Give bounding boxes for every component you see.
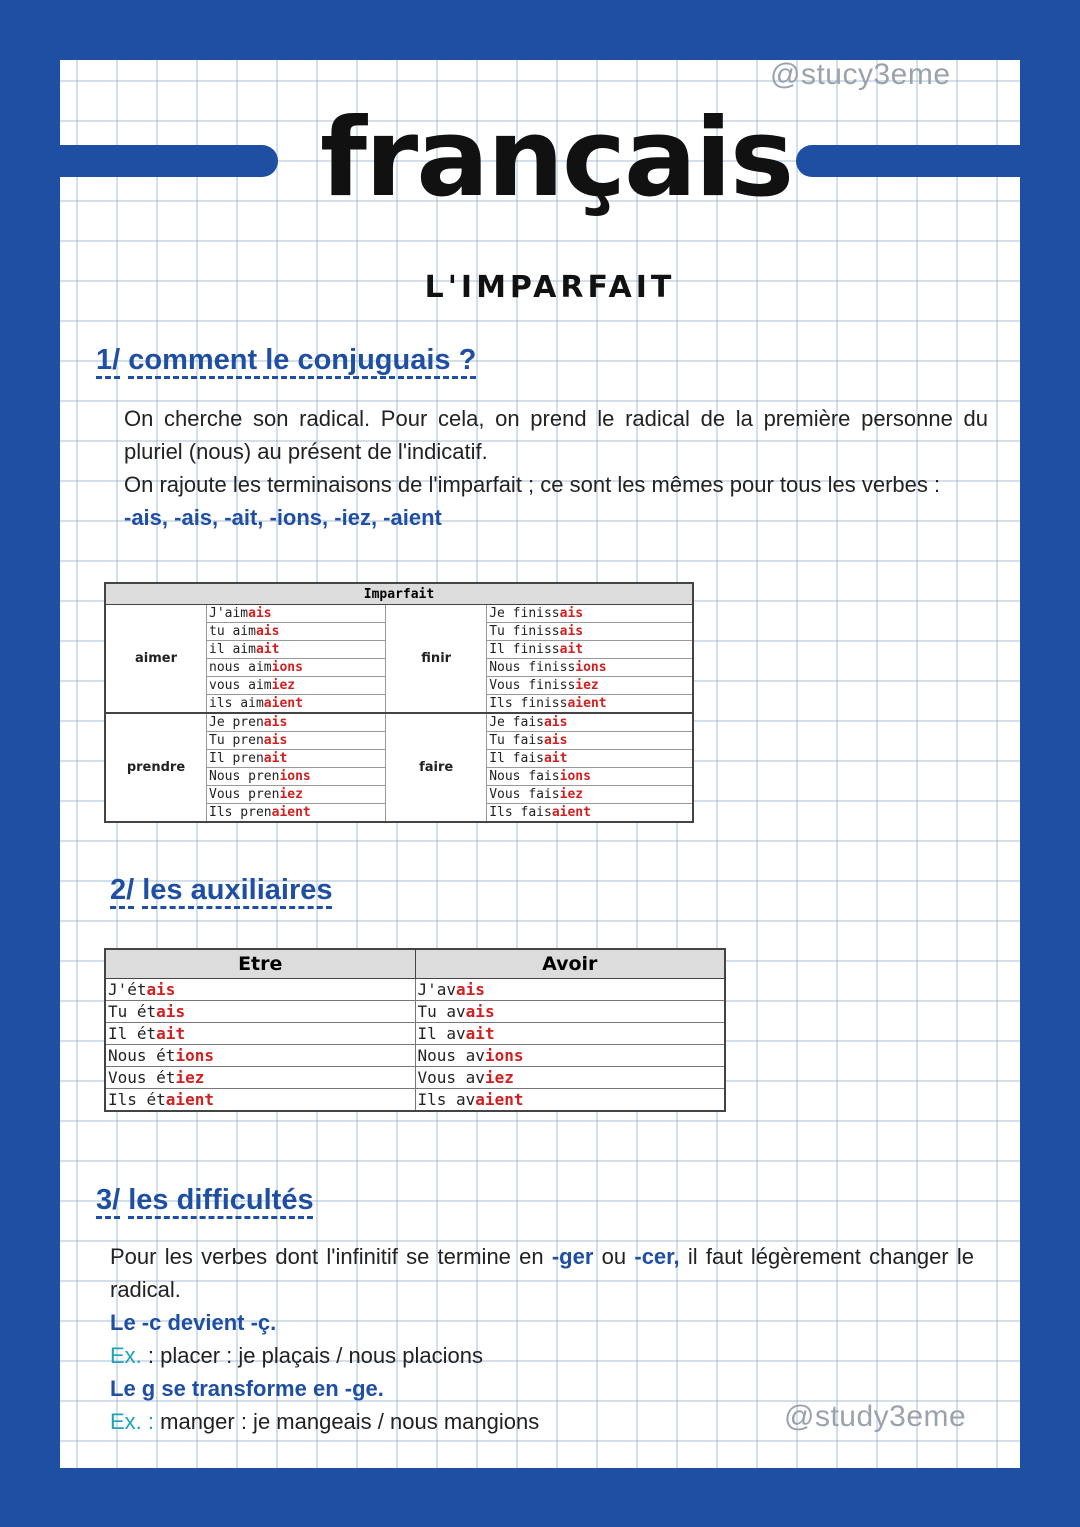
aux-row [105, 979, 725, 1001]
section-3-number: 3/ [96, 1184, 121, 1216]
verb-stem: Nous fais [489, 769, 560, 784]
watermark-bottom: @study3eme [784, 1400, 967, 1433]
aux-cell-etre [105, 1023, 415, 1045]
right-title-band [796, 145, 1020, 177]
aux-cell-etre [105, 979, 415, 1001]
example-2-text: manger : je mangeais / nous mangions [154, 1409, 540, 1434]
section-1-paragraph-1: On cherche son radical. Pour cela, on prend le radical de la première personne du pluriel (nous) au présent de l'indicatif. [124, 406, 988, 464]
verb-ending: iez [575, 678, 599, 693]
conjugation-cell [207, 623, 386, 641]
aux-stem: Tu ét [108, 1002, 157, 1021]
conjugation-cell [207, 659, 386, 677]
aux-row [105, 1067, 725, 1089]
aux-row [105, 1001, 725, 1023]
section-3-title: les difficultés [128, 1184, 314, 1216]
conjugation-table-header: Imparfait [105, 583, 693, 605]
verb-label: finir [386, 605, 487, 714]
aux-cell-etre [105, 1001, 415, 1023]
aux-cell-avoir [415, 1001, 725, 1023]
aux-ending: iez [484, 1068, 514, 1087]
aux-ending: ions [175, 1046, 214, 1065]
verb-ending: ais [543, 715, 568, 730]
conjugation-table [104, 582, 694, 823]
aux-ending: ions [484, 1046, 524, 1065]
verb-ending: ais [248, 606, 272, 621]
conjugation-cell [487, 695, 693, 714]
aux-ending: ait [156, 1024, 186, 1043]
conjugation-cell [487, 750, 693, 768]
verb-stem: tu aim [209, 624, 256, 639]
verb-ending: ait [263, 751, 288, 766]
left-title-band [60, 145, 278, 177]
verb-stem: Il finiss [489, 642, 560, 657]
verb-stem: Ils finiss [489, 696, 568, 711]
rule-c-cedilla: Le -c devient -ç. [110, 1310, 277, 1335]
verb-ending: iez [279, 787, 303, 802]
page-title: français [320, 96, 793, 221]
verb-ending: ait [559, 642, 584, 657]
verb-ending: ions [279, 769, 311, 784]
aux-stem: Il ét [108, 1024, 157, 1043]
aux-ending: ais [156, 1002, 186, 1021]
verb-stem: Tu finiss [489, 624, 560, 639]
aux-row [105, 1045, 725, 1067]
section-2-title: les auxiliaires [142, 874, 333, 906]
aux-stem: Nous av [417, 1046, 485, 1065]
intro-part-c: il faut légèrement changer le radical. [110, 1244, 974, 1302]
aux-stem: J'ét [108, 980, 147, 999]
intro-part-a: Pour les verbes dont l'infinitif se termine en [110, 1244, 552, 1269]
conjugation-cell [487, 732, 693, 750]
verb-stem: Il pren [209, 751, 264, 766]
verb-ending: ais [559, 624, 584, 639]
verb-ending: iez [559, 787, 584, 802]
aux-ending: aient [165, 1090, 214, 1109]
verb-ending: ait [255, 642, 280, 657]
verb-stem: J'aim [209, 606, 249, 621]
example-1-label: Ex. [110, 1343, 142, 1368]
aux-ending: ais [465, 1002, 495, 1021]
verb-stem: Ils fais [489, 805, 552, 820]
aux-cell-avoir [415, 979, 725, 1001]
verb-stem: Je fais [489, 715, 544, 730]
verb-stem: Vous finiss [489, 678, 576, 693]
verb-ending: ions [575, 660, 607, 675]
aux-ending: aient [475, 1090, 524, 1109]
example-1 [110, 1339, 974, 1372]
verb-stem: Tu fais [489, 733, 544, 748]
verb-ending: aient [567, 696, 607, 711]
aux-ending: ait [465, 1024, 495, 1043]
conjugation-cell [487, 605, 693, 623]
aux-header-avoir: Avoir [415, 949, 725, 979]
verb-label: faire [386, 713, 487, 822]
aux-stem: Ils ét [108, 1090, 166, 1109]
conjugation-cell [207, 713, 386, 732]
aux-cell-etre [105, 1089, 415, 1112]
conjugation-row [105, 605, 693, 623]
aux-row [105, 1023, 725, 1045]
aux-cell-etre [105, 1067, 415, 1089]
verb-stem: Vous pren [209, 787, 280, 802]
conjugation-cell [207, 750, 386, 768]
difficulty-intro [110, 1240, 974, 1306]
conjugation-cell [207, 804, 386, 823]
rule-g-ge: Le g se transforme en -ge. [110, 1376, 384, 1401]
verb-ending: ais [543, 733, 568, 748]
verb-ending: aient [263, 696, 303, 711]
verb-stem: nous aim [209, 660, 272, 675]
conjugation-cell [207, 677, 386, 695]
aux-stem: Vous av [417, 1068, 485, 1087]
verb-stem: ils aim [209, 696, 264, 711]
aux-stem: J'av [417, 980, 457, 999]
aux-stem: Il av [417, 1024, 466, 1043]
ger-ending: -ger [551, 1244, 594, 1269]
verb-ending: ais [559, 606, 584, 621]
section-2-heading [110, 874, 333, 907]
conjugation-cell [487, 713, 693, 732]
verb-ending: ait [543, 751, 568, 766]
conjugation-cell [487, 623, 693, 641]
section-3-heading [96, 1184, 314, 1217]
verb-ending: ais [263, 733, 288, 748]
section-1-paragraph-2: On rajoute les terminaisons de l'imparfait ; ce sont les mêmes pour tous les verbes : [124, 472, 941, 497]
cer-ending: -cer, [634, 1244, 680, 1269]
aux-ending: iez [175, 1068, 205, 1087]
verb-ending: iez [271, 678, 296, 693]
endings-list: -ais, -ais, -ait, -ions, -iez, -aient [124, 505, 442, 530]
aux-cell-avoir [415, 1045, 725, 1067]
verb-stem: Il fais [489, 751, 544, 766]
example-1-text: : placer : je plaçais / nous placions [141, 1343, 483, 1368]
verb-stem: Vous fais [489, 787, 560, 802]
conjugation-cell [487, 677, 693, 695]
verb-ending: ais [255, 624, 280, 639]
aux-header-etre: Etre [105, 949, 415, 979]
conjugation-row [105, 713, 693, 732]
conjugation-cell [487, 641, 693, 659]
section-2-number: 2/ [110, 874, 135, 906]
section-1-text [124, 402, 988, 534]
verb-stem: Nous finiss [489, 660, 576, 675]
verb-ending: ions [271, 660, 303, 675]
conjugation-cell [487, 659, 693, 677]
verb-stem: Nous pren [209, 769, 280, 784]
conjugation-cell [207, 695, 386, 714]
aux-cell-etre [105, 1045, 415, 1067]
verb-stem: Je finiss [489, 606, 560, 621]
verb-stem: il aim [209, 642, 256, 657]
conjugation-cell [487, 804, 693, 823]
verb-ending: ions [559, 769, 591, 784]
example-2-label: Ex. : [110, 1409, 155, 1434]
conjugation-cell [207, 605, 386, 623]
aux-stem: Tu av [417, 1002, 466, 1021]
verb-stem: Ils pren [209, 805, 272, 820]
section-1-heading [96, 344, 476, 377]
page-subtitle: L'IMPARFAIT [424, 270, 676, 305]
aux-cell-avoir [415, 1023, 725, 1045]
intro-part-b: ou [593, 1244, 635, 1269]
verb-stem: Tu pren [209, 733, 264, 748]
aux-row [105, 1089, 725, 1112]
conjugation-cell [487, 786, 693, 804]
conjugation-cell [207, 768, 386, 786]
conjugation-cell [487, 768, 693, 786]
verb-stem: vous aim [209, 678, 272, 693]
aux-stem: Ils av [417, 1090, 476, 1109]
aux-ending: ais [146, 980, 176, 999]
verb-stem: Je pren [209, 715, 264, 730]
aux-stem: Vous ét [108, 1068, 176, 1087]
watermark-top: @stucy3eme [770, 58, 951, 91]
conjugation-cell [207, 786, 386, 804]
verb-ending: aient [271, 805, 311, 820]
auxiliaries-table [104, 948, 726, 1112]
verb-label: prendre [105, 713, 207, 822]
aux-cell-avoir [415, 1089, 725, 1112]
verb-ending: ais [263, 715, 288, 730]
conjugation-cell [207, 732, 386, 750]
section-1-title: comment le conjuguais ? [128, 344, 477, 376]
aux-ending: ais [456, 980, 485, 999]
verb-ending: aient [551, 805, 591, 820]
aux-cell-avoir [415, 1067, 725, 1089]
section-1-number: 1/ [96, 344, 121, 376]
verb-label: aimer [105, 605, 207, 714]
conjugation-cell [207, 641, 386, 659]
aux-stem: Nous ét [108, 1046, 176, 1065]
